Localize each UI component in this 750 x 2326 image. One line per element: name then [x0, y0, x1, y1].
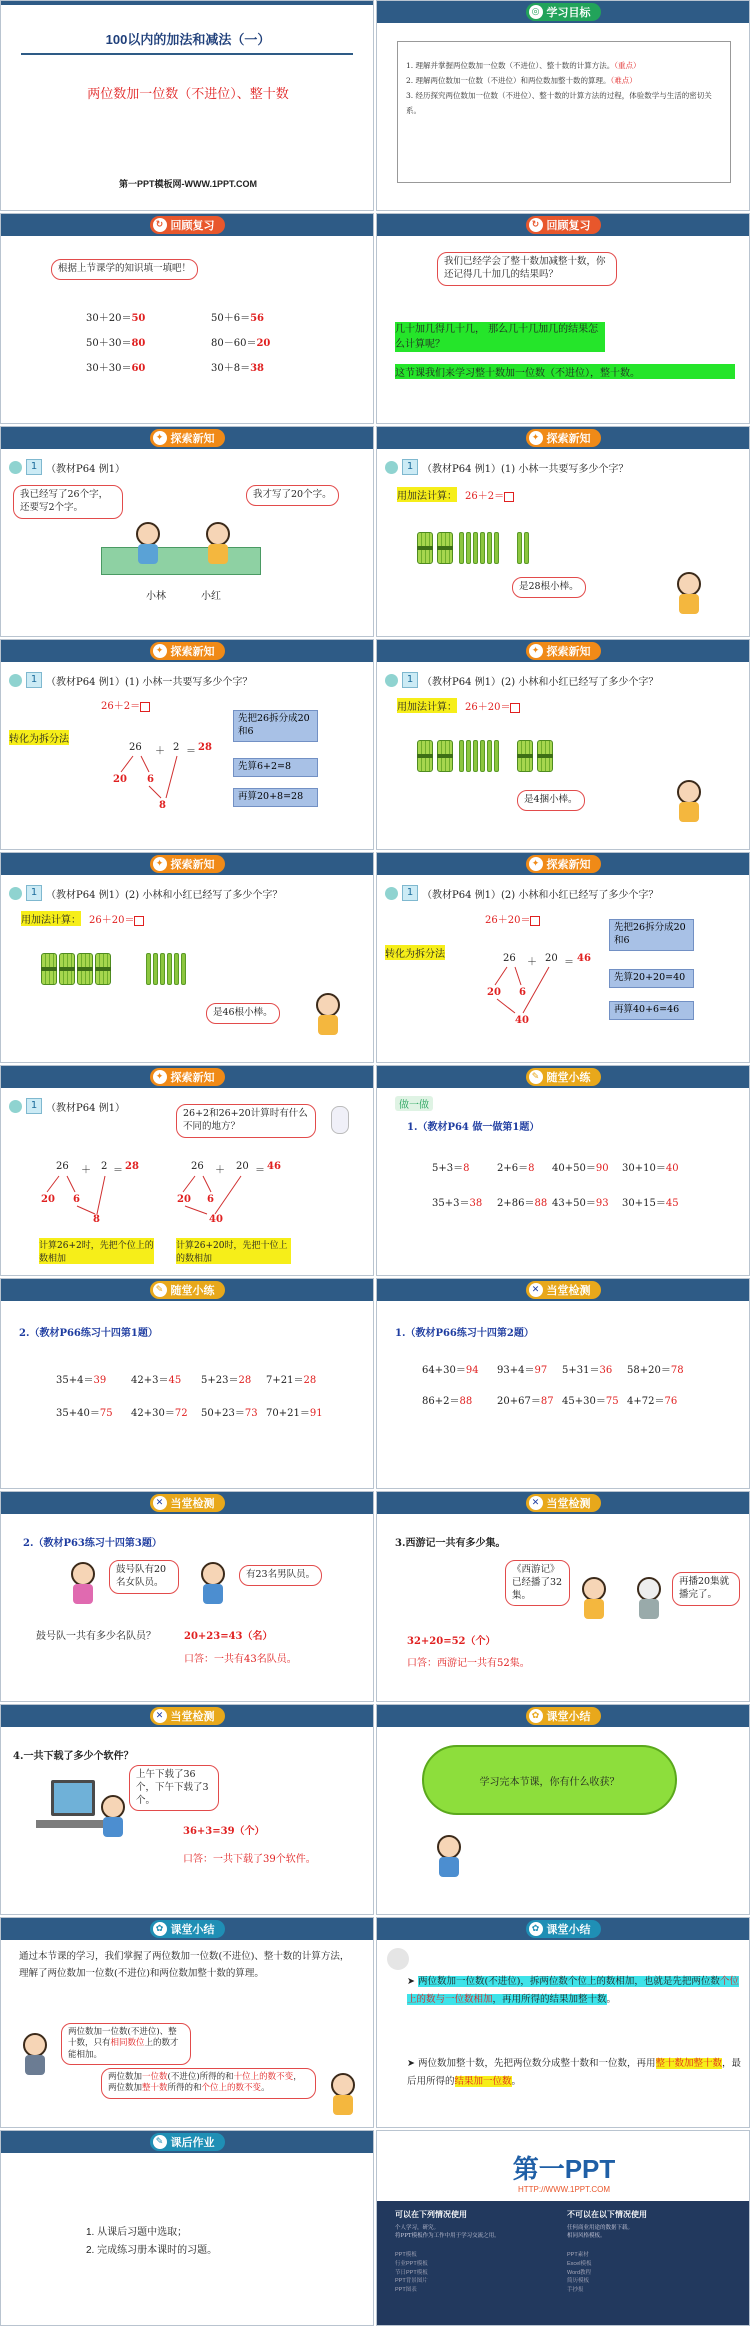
method-label: 用加法计算：	[21, 911, 81, 926]
name-label: 小林	[146, 591, 166, 602]
disallowed-title: 不可以在以下情况使用	[567, 2210, 647, 2219]
header-label: 探索新知	[170, 432, 215, 445]
step-box: 先把26拆分成20和6	[609, 919, 694, 951]
slide-header	[377, 1279, 749, 1301]
speech-bubble: 两位数加一位数(不进位)、整十数，只有相同数位上的数才能相加。	[61, 2023, 191, 2065]
slide-header	[377, 1492, 749, 1514]
method-label: 转化为拆分法	[9, 730, 69, 745]
speech-bubble: 两位数加一位数(不进位)所得的和十位上的数不变，两位数加整十数所得的和个位上的数不变。	[101, 2068, 316, 2099]
slide-header	[377, 427, 749, 449]
disallowed-item: 相同风格模板。	[567, 2233, 606, 2239]
exercise-title: 1.（教材P64 做一做第1题）	[407, 1122, 540, 1133]
header-label: 当堂检测	[170, 1497, 215, 1510]
resource-link[interactable]: PPT背景图片	[395, 2278, 428, 2285]
goal-2: 2. 理解两位数加一位数（不进位）和两位数加整十数的算理。	[406, 76, 611, 85]
operator: ＋	[155, 746, 165, 757]
step-box: 再算20+8=28	[233, 788, 318, 807]
bulb-icon: ✦	[529, 644, 543, 658]
stick	[466, 532, 471, 564]
brand-logo: 第一PPT	[512, 2154, 616, 2184]
summary-icon: ✿	[529, 1922, 543, 1936]
slide-explore-2[interactable]	[376, 426, 750, 637]
example-tag: 1 （教材P64 例1）	[9, 1098, 125, 1114]
speech-bubble: 是46根小棒。	[206, 1003, 280, 1024]
grandpa-illustration	[637, 1577, 661, 1619]
green-highlight-text: 几十加几得几十几， 那么几十几加几的结果怎么计算呢？	[395, 322, 605, 352]
stick	[480, 532, 485, 564]
eq-label: 50＋30＝80	[86, 338, 146, 349]
header-label: 课后作业	[170, 2136, 215, 2149]
slide-header	[1, 2131, 373, 2153]
answer-box	[504, 492, 514, 502]
summary-icon: ✿	[153, 1922, 167, 1936]
slide-test-4[interactable]	[0, 1704, 374, 1915]
resource-link[interactable]: 节日PPT模板	[395, 2269, 428, 2276]
step-box: 先算20+20=40	[609, 969, 694, 988]
bulb-icon: ✦	[153, 431, 167, 445]
slide-test-2[interactable]	[0, 1491, 374, 1702]
exercise-title: 3.西游记一共有多少集。	[395, 1538, 506, 1549]
resource-link[interactable]: PPT素材	[567, 2252, 589, 2258]
exercise-title: 1.（教材P66练习十四第2题）	[395, 1328, 534, 1339]
eq-label: 30＋20＝50	[86, 313, 146, 324]
point-1: ➤ 两位数加一位数(不进位)，拆两位数个位上的数相加，也就是先把两位数个位上的数与一位数相加，再用所得的结果加整十数。	[407, 1976, 739, 2006]
tools-icon: ✕	[153, 1709, 167, 1723]
step-box: 先算6+2=8	[233, 758, 318, 777]
summary-text: 通过本节课的学习，我们掌握了两位数加一位数(不进位)、整十数的计算方法，理解了两位数加一位数(不进位)和两位数加整十数的算理。	[19, 1951, 350, 1980]
pencil-icon	[9, 461, 22, 474]
boy-illustration	[136, 522, 160, 564]
addend: 26	[129, 742, 142, 753]
eq-label: 50＋6＝56	[211, 313, 265, 324]
exercise-title: 2.（教材P63练习十四第3题）	[23, 1538, 162, 1549]
speech-bubble: 上午下载了36个，下午下载了3个。	[129, 1765, 219, 1811]
example-tag: 1 （教材P64 例1）(1) 小林一共要写多少个字？	[385, 459, 628, 475]
speech-bubble: 根据上节课学的知识填一填吧！	[51, 259, 198, 280]
header-label: 课堂小结	[546, 1923, 591, 1936]
disallowed-item: 任何商业用途的数据下载。	[567, 2225, 634, 2231]
header-label: 课堂小结	[170, 1923, 215, 1936]
bulb-icon: ✦	[153, 857, 167, 871]
girl-illustration	[677, 572, 701, 614]
eq-answer: 50	[131, 313, 146, 324]
question-bubble: 26+2和26+20计算时有什么不同的地方？	[176, 1104, 316, 1138]
target-icon: ◎	[529, 5, 543, 19]
girl-illustration	[316, 993, 340, 1035]
slide-header	[377, 1918, 749, 1940]
slide-review-2[interactable]	[376, 213, 750, 424]
pencil-icon	[385, 461, 398, 474]
goal-1-tag: （重点）	[614, 61, 641, 70]
tag-label: 做一做	[395, 1096, 433, 1111]
header-label: 探索新知	[170, 1071, 215, 1084]
slide-homework[interactable]	[0, 2130, 374, 2326]
slide-header	[377, 1705, 749, 1727]
example-tag: 1 （教材P64 例1）(2) 小林和小红已经写了多少个字？	[385, 672, 658, 688]
calc-text: 32+20=52（个）	[407, 1636, 496, 1647]
slide-header	[1, 1279, 373, 1301]
stick	[459, 532, 464, 564]
example-tag: 1 （教材P64 例1）(1) 小林一共要写多少个字？	[9, 672, 252, 688]
slide-summary-2[interactable]	[0, 1917, 374, 2128]
tools-icon: ✕	[529, 1283, 543, 1297]
stick	[494, 532, 499, 564]
teacher-illustration	[23, 2033, 47, 2075]
eq-label: 30＋8＝38	[211, 363, 265, 374]
bulb-icon: ✦	[153, 644, 167, 658]
stick-bundle	[537, 740, 553, 772]
slide-header	[1, 214, 373, 236]
speech-bubble: 《西游记》已经播了32集。	[505, 1560, 570, 1606]
pencil-icon: ✎	[153, 1283, 167, 1297]
stick	[517, 532, 522, 564]
expression: 26＋20＝	[89, 911, 144, 926]
header-label: 回顾复习	[546, 219, 591, 232]
speech-bubble: 有23名男队员。	[239, 1565, 322, 1586]
boy-illustration	[201, 1562, 225, 1604]
girl-illustration	[331, 2073, 355, 2115]
slide-header	[377, 1066, 749, 1088]
brand-url[interactable]: HTTP://WWW.1PPT.COM	[518, 2185, 610, 2194]
goal-2-tag: （难点）	[610, 76, 637, 85]
exercise-title: 2.（教材P66练习十四第1题）	[19, 1328, 158, 1339]
header-label: 学习目标	[546, 6, 591, 19]
eq-label: 30＋30＝60	[86, 363, 146, 374]
homework-icon: ✎	[153, 2135, 167, 2149]
part: 20	[113, 774, 127, 785]
note-box: 计算26+20时，先把十位上的数相加	[176, 1238, 291, 1264]
pencil-icon	[385, 674, 398, 687]
summary-icon: ✿	[529, 1709, 543, 1723]
slide-summary-1[interactable]	[376, 1704, 750, 1915]
lesson-subtitle: 两位数加一位数（不进位）、整十数	[87, 86, 289, 101]
expression: 26＋20＝	[485, 911, 540, 926]
calc-text: 20+23=43（名）	[184, 1631, 273, 1642]
expression: 26＋2＝	[101, 697, 150, 712]
step-box: 先把26拆分成20和6	[233, 710, 318, 742]
slide-review-1[interactable]	[0, 213, 374, 424]
slide-summary-3[interactable]	[376, 1917, 750, 2128]
answer-text: 口答：西游记一共有52集。	[407, 1658, 530, 1669]
header-label: 课堂小结	[546, 1710, 591, 1723]
slide-test-3[interactable]	[376, 1491, 750, 1702]
question-text: 鼓号队一共有多少名队员？	[36, 1631, 156, 1642]
speech-bubble: 我已经写了26个字，还要写2个字。	[13, 485, 123, 519]
speech-bubble: 再播20集就播完了。	[672, 1572, 740, 1606]
eq-label: 80－60＝20	[211, 338, 271, 349]
answer-box	[134, 916, 144, 926]
header-label: 随堂小练	[546, 1071, 591, 1084]
slide-explore-6[interactable]: ✦ 探索新知 1 （教材P64 例1）(2) 小林和小红已经写了多少个字？ 26＋20＝ 转化为拆分法 26 ＋ 20 ＝ 46 20 6 40 先把26拆分成20和6 先算20+20=40 再算40+6=46	[376, 852, 750, 1063]
stick	[524, 532, 529, 564]
bulb-icon: ✦	[529, 857, 543, 871]
eq-answer: 56	[250, 313, 265, 324]
boy-illustration	[437, 1835, 461, 1877]
speech-bubble: 我才写了20个字。	[246, 485, 339, 506]
method-label: 用加法计算：	[397, 698, 457, 713]
cloud-text: 学习完本节课，你有什么收获？	[479, 1777, 620, 1788]
girl-illustration	[582, 1577, 606, 1619]
example-tag: 1 （教材P64 例1）(2) 小林和小红已经写了多少个字？	[385, 885, 658, 901]
resource-link[interactable]: 行业PPT模板	[395, 2260, 428, 2267]
pencil-icon	[9, 887, 22, 900]
slide-practice-1[interactable]: ✎ 随堂小练 做一做 1.（教材P64 做一做第1题） 5+3＝8 2+6＝8 40+50＝90 30+10＝40 35+3＝38 2+86＝88 43+50＝93 30+15＝45	[376, 1065, 750, 1276]
stick-bundle	[417, 740, 433, 772]
slide-explore-7[interactable]: ✦ 探索新知 1 （教材P64 例1） 26+2和26+20计算时有什么不同的地方？ 26 ＋ 2 ＝ 28 20 6 8 26 ＋ 20 ＝ 46 20 6 40 计算26+2时，先把个位上的数相加 计算26+20时，先把十位上的数相加	[0, 1065, 374, 1276]
answer-text: 口答：一共下载了39个软件。	[183, 1854, 316, 1865]
tools-icon: ✕	[153, 1496, 167, 1510]
resource-link[interactable]: Excel模板	[567, 2260, 592, 2267]
header-label: 当堂检测	[546, 1284, 591, 1297]
split-lines	[377, 853, 750, 1063]
speech-bubble: 是4捆小棒。	[517, 790, 585, 811]
header-label: 探索新知	[170, 645, 215, 658]
speech-bubble: 我们已经学会了整十数加减整十数，你还记得几十加几的结果吗？	[437, 252, 617, 286]
header-label: 回顾复习	[170, 219, 215, 232]
method-label: 用加法计算：	[397, 487, 457, 502]
speech-bubble: 鼓号队有20名女队员。	[109, 1560, 179, 1594]
point-2: ➤ 两位数加整十数，先把两位数分成整十数和一位数，再用整十数加整十数，最后用所得的结果加一位数。	[407, 2058, 742, 2088]
slide-explore-4[interactable]	[376, 639, 750, 850]
equals: ＝	[186, 746, 196, 757]
stick-bundle	[437, 532, 453, 564]
brand-text: 第一PPT模板网-WWW.1PPT.COM	[119, 179, 257, 189]
method-label: 转化为拆分法	[385, 945, 445, 960]
green-highlight-text: 这节课我们来学习整十数加一位数（不进位），整十数。	[395, 364, 735, 379]
eq-answer: 80	[131, 338, 146, 349]
part: 6	[147, 774, 154, 785]
slide-brand[interactable]	[376, 2130, 750, 2326]
review-icon: ↻	[529, 218, 543, 232]
eq-answer: 38	[250, 363, 265, 374]
note-box: 计算26+2时，先把个位上的数相加	[39, 1238, 154, 1264]
review-icon: ↻	[153, 218, 167, 232]
expression: 26＋2＝	[465, 487, 514, 502]
desk-illustration	[101, 547, 261, 575]
part: 8	[159, 800, 166, 811]
brand-footer	[377, 2201, 750, 2326]
girl-illustration	[206, 522, 230, 564]
bulb-icon: ✦	[529, 431, 543, 445]
header-label: 探索新知	[546, 432, 591, 445]
goal-3: 3. 经历探究两位数加一位数（不进位）、整十数的计算方法的过程，体验数学与生活的密切关系。	[406, 91, 712, 115]
answer-box	[510, 703, 520, 713]
resource-link[interactable]: Word教程	[567, 2269, 592, 2276]
slide-header	[377, 640, 749, 662]
example-tag: 1 （教材P64 例1）(2) 小林和小红已经写了多少个字？	[9, 885, 282, 901]
allowed-item: 个人学习，研究。	[395, 2225, 440, 2231]
speech-bubble: 是28根小棒。	[512, 577, 586, 598]
allowed-title: 可以在下列情况使用	[395, 2210, 467, 2219]
slide-explore-1[interactable]	[0, 426, 374, 637]
slide-test-1[interactable]: ✕ 当堂检测 1.（教材P66练习十四第2题） 64+30＝94 93+4＝97 5+31＝36 58+20＝78 86+2＝88 20+67＝87 45+30＝75 4+72＝76	[376, 1278, 750, 1489]
header-label: 探索新知	[170, 858, 215, 871]
example-tag: 1 （教材P64 例1）	[9, 459, 125, 475]
resource-link[interactable]: PPT模板	[395, 2252, 417, 2258]
slide-header	[377, 1, 749, 23]
boy-illustration	[101, 1795, 125, 1837]
girl-illustration	[71, 1562, 95, 1604]
resource-link[interactable]: 简历模板	[567, 2278, 590, 2285]
slide-goals[interactable]	[376, 0, 750, 211]
slide-header	[1, 1918, 373, 1940]
stick	[487, 532, 492, 564]
stick	[473, 532, 478, 564]
split-lines	[1, 640, 374, 850]
pencil-icon: ✎	[529, 1070, 543, 1084]
slide-explore-3[interactable]	[0, 639, 374, 850]
homework-item: 2. 完成练习册本课时的习题。	[86, 2245, 218, 2256]
header-label: 探索新知	[546, 858, 591, 871]
addend: 2	[173, 742, 180, 753]
header-label: 当堂检测	[546, 1497, 591, 1510]
slide-practice-2[interactable]: ✎ 随堂小练 2.（教材P66练习十四第1题） 35+4＝39 42+3＝45 5+23＝28 7+21＝28 35+40＝75 42+30＝72 50+23＝73 70+21＝91	[0, 1278, 374, 1489]
slide-header	[1, 1705, 373, 1727]
slide-header	[1, 1492, 373, 1514]
girl-illustration	[677, 780, 701, 822]
name-label: 小红	[201, 591, 221, 602]
exercise-title: 4.一共下载了多少个软件？	[13, 1751, 134, 1762]
slide-header	[1, 853, 373, 875]
slide-explore-5[interactable]	[0, 852, 374, 1063]
header-label: 当堂检测	[170, 1710, 215, 1723]
slide-header	[377, 214, 749, 236]
computer-icon	[51, 1780, 95, 1816]
result: 28	[198, 742, 212, 753]
eq-answer: 20	[256, 338, 271, 349]
header-label: 随堂小练	[170, 1284, 215, 1297]
slide-title[interactable]	[0, 0, 374, 211]
goals-box	[397, 41, 731, 183]
resource-link[interactable]: PPT图表	[395, 2287, 417, 2294]
slide-header	[1, 427, 373, 449]
calc-text: 36+3=39（个）	[183, 1826, 265, 1837]
bulb-icon: ✦	[153, 1070, 167, 1084]
tools-icon: ✕	[529, 1496, 543, 1510]
resource-link[interactable]: 手抄报	[567, 2287, 584, 2294]
goal-1: 1. 理解并掌握两位数加一位数（不进位）、整十数的计算方法。	[406, 61, 615, 70]
answer-text: 口答：一共有43名队员。	[184, 1654, 297, 1665]
stick-bundle	[417, 532, 433, 564]
expression: 26＋20＝	[465, 698, 520, 713]
lesson-title: 100以内的加法和减法（一）	[105, 32, 271, 47]
snail-icon	[387, 1948, 409, 1970]
header-label: 探索新知	[546, 645, 591, 658]
step-box: 再算40+6=46	[609, 1001, 694, 1020]
allowed-item: 将PPT模板作为工作中用于学习交流之用。	[395, 2233, 500, 2239]
eq-answer: 60	[131, 363, 146, 374]
stick-bundle	[517, 740, 533, 772]
homework-item: 1. 从课后习题中选取；	[86, 2227, 188, 2238]
stick-bundle	[437, 740, 453, 772]
